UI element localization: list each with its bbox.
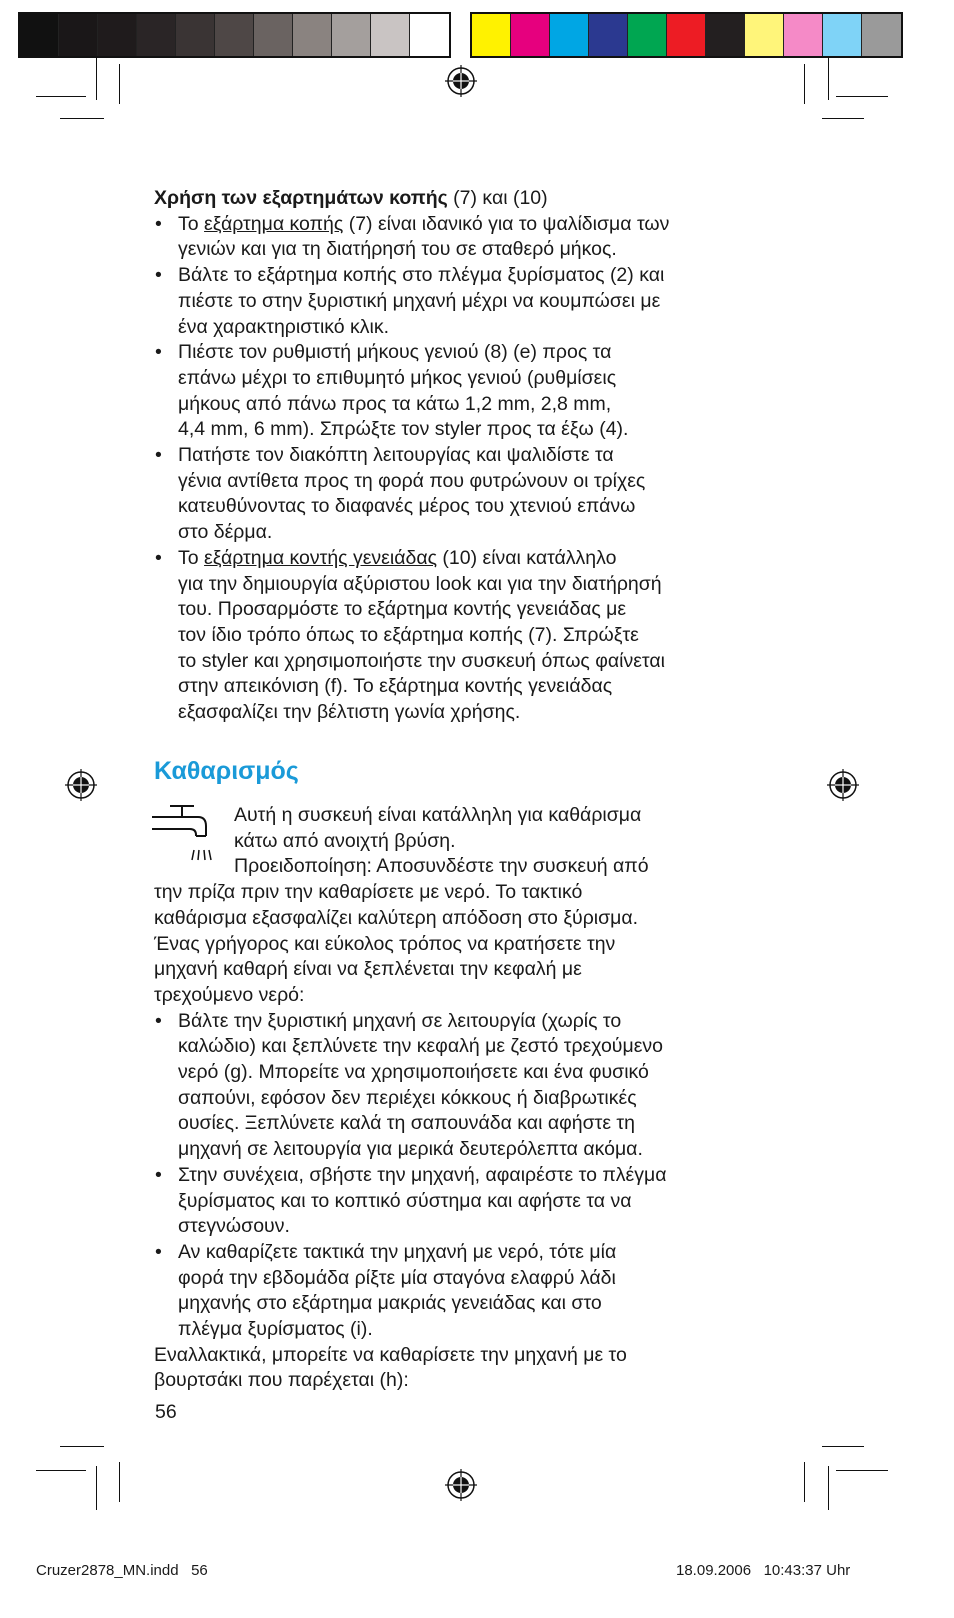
list-item-line: μηχανής στο εξάρτημα μακριάς γενειάδας και στο: [178, 1292, 602, 1315]
list-item-line: γένια αντίθετα προς τη φορά που φυτρώνουν οι τρίχες: [178, 469, 646, 492]
crop-mark: [804, 64, 805, 104]
list-item-line: εξασφαλίζει την βέλτιστη γωνία χρήσης.: [178, 701, 521, 724]
color-swatch: [862, 14, 901, 56]
list-item-line: στεγνώσουν.: [178, 1215, 290, 1238]
color-swatch: [628, 14, 667, 56]
list-item-line: στην απεικόνιση (f). Το εξάρτημα κοντής γενειάδας: [178, 675, 613, 698]
list-item: [154, 263, 794, 340]
list-item-line: τον ίδιο τρόπο όπως το εξάρτημα κοπής (7). Σπρώξτε: [178, 623, 639, 646]
underlined-term: εξάρτημα κοπής: [204, 212, 344, 235]
list-item-line: ένα χαρακτηριστικό κλικ.: [178, 315, 390, 338]
gray-swatch: [410, 14, 449, 56]
crop-mark: [836, 96, 888, 97]
list-item-line: • Βάλτε το εξάρτημα κοπής στο πλέγμα ξυρίσματος (2) και: [178, 264, 665, 287]
cleaning-intro-indented: [154, 803, 794, 880]
crop-mark: [96, 1466, 97, 1510]
color-swatch: [667, 14, 706, 56]
cmyk-color-bar: [470, 12, 903, 58]
crop-mark: [822, 1446, 864, 1447]
gray-swatch: [137, 14, 176, 56]
list-item-line: μηχανή σε λειτουργία για μερικά δευτερόλεπτα ακόμα.: [178, 1138, 643, 1161]
list-item: [154, 1163, 794, 1240]
list-item: [154, 1240, 794, 1343]
list-item: [154, 546, 794, 726]
gray-swatch: [293, 14, 332, 56]
text-line: Ένας γρήγορος και εύκολος τρόπος να κρατήσετε την: [154, 932, 616, 955]
text-line: Εναλλακτικά, μπορείτε να καθαρίσετε την μηχανή με το: [154, 1343, 627, 1366]
list-item-line: • Στην συνέχεια, σβήστε την μηχανή, αφαιρέστε το πλέγμα: [178, 1163, 667, 1186]
cutting-section: [154, 186, 794, 726]
crop-mark: [119, 1462, 120, 1502]
crop-mark: [96, 56, 97, 100]
crop-mark: [804, 1462, 805, 1502]
color-swatch: [706, 14, 745, 56]
gray-swatch: [254, 14, 293, 56]
heading-bold: Χρήση των εξαρτημάτων κοπής: [154, 187, 448, 209]
crop-mark: [60, 118, 104, 119]
list-item: [154, 212, 794, 263]
cleaning-list: [154, 1009, 794, 1343]
registration-mark-icon: [444, 64, 478, 98]
list-item-line: νερό (g). Μπορείτε να χρησιμοποιήσετε και ένα φυσικό: [178, 1061, 649, 1084]
color-swatch: [511, 14, 550, 56]
text-line: καθάρισμα εξασφαλίζει καλύτερη απόδοση στο ξύρισμα.: [154, 906, 639, 929]
page-number: 56: [155, 1401, 177, 1423]
crop-mark: [828, 1466, 829, 1510]
list-item-line: • Το εξάρτημα κοντής γενειάδας (10) είναι κατάλληλο: [178, 546, 617, 569]
crop-mark: [828, 56, 829, 100]
list-item-line: ουσίες. Ξεπλύνετε καλά τη σαπουνάδα και αφήστε τη: [178, 1112, 635, 1135]
text-line: τρεχούμενο νερό:: [154, 983, 305, 1006]
color-swatch: [745, 14, 784, 56]
list-item-line: επάνω μέχρι το επιθυμητό μήκος γενιού (ρυθμίσεις: [178, 366, 617, 389]
gray-swatch: [59, 14, 98, 56]
crop-mark: [836, 1470, 888, 1471]
registration-mark-icon: [444, 1468, 478, 1502]
gray-swatch: [332, 14, 371, 56]
list-item: [154, 1009, 794, 1163]
list-item-line: γενιών και για τη διατήρησή του σε σταθερό μήκος.: [178, 238, 617, 261]
cleaning-intro: [154, 880, 794, 1009]
color-swatch: [550, 14, 589, 56]
text-line: βουρτσάκι που παρέχεται (h):: [154, 1369, 409, 1392]
list-item-line: κατευθύνοντας το διαφανές μέρος του χτενιού επάνω: [178, 495, 636, 518]
list-item-line: σαπούνι, εφόσον δεν περιέχει κόκκους ή διαβρωτικές: [178, 1086, 637, 1109]
cleaning-section: [154, 803, 794, 1394]
list-item-line: ξυρίσματος και το κοπτικό σύστημα και αφήστε τα να: [178, 1189, 632, 1212]
list-item: [154, 340, 794, 443]
crop-mark: [822, 118, 864, 119]
list-item-line: • Πιέστε τον ρυθμιστή μήκους γενιού (8) (e) προς τα: [178, 341, 612, 364]
list-item-line: πλέγμα ξυρίσματος (i).: [178, 1318, 373, 1341]
text-line: μηχανή καθαρή είναι να ξεπλένεται την κεφαλή με: [154, 958, 582, 981]
list-item-line: καλώδιο) και ξεπλύνετε την κεφαλή με ζεστό τρεχούμενο: [178, 1035, 663, 1058]
list-item-line: 4,4 mm, 6 mm). Σπρώξτε τον styler προς τα έξω (4).: [178, 418, 629, 441]
registration-mark-icon: [826, 768, 860, 802]
gray-swatch: [176, 14, 215, 56]
color-swatch: [589, 14, 628, 56]
text-line: την πρίζα πριν την καθαρίσετε με νερό. Το τακτικό: [154, 881, 583, 904]
cleaning-outro: [154, 1343, 794, 1394]
registration-mark-icon: [64, 768, 98, 802]
crop-mark: [36, 1470, 86, 1471]
color-swatch: [784, 14, 823, 56]
list-item: [154, 443, 794, 546]
color-swatch: [472, 14, 511, 56]
slug-filename: Cruzer2878_MN.indd 56: [36, 1562, 208, 1579]
crop-mark: [36, 96, 86, 97]
crop-mark: [119, 64, 120, 104]
list-item-line: για την δημιουργία αξύριστου look και για την διατήρησή: [178, 572, 662, 595]
list-item-line: του. Προσαρμόστε το εξάρτημα κοντής γενειάδας με: [178, 598, 627, 621]
underlined-term: εξάρτημα κοντής γενειάδας: [204, 546, 437, 569]
list-item-line: πιέστε το στην ξυριστική μηχανή μέχρι να κουμπώσει με: [178, 289, 661, 312]
list-item-line: • Βάλτε την ξυριστική μηχανή σε λειτουργία (χωρίς το: [178, 1009, 622, 1032]
text-line: Αυτή η συσκευή είναι κατάλληλη για καθάρισμα: [234, 804, 642, 826]
gray-swatch: [20, 14, 59, 56]
slug-timestamp: 18.09.2006 10:43:37 Uhr: [676, 1562, 851, 1579]
text-line: Προειδοποίηση: Αποσυνδέστε την συσκευή από: [234, 855, 649, 878]
gray-swatch: [98, 14, 137, 56]
gray-swatch: [215, 14, 254, 56]
list-item-line: μήκους από πάνω προς τα κάτω 1,2 mm, 2,8 mm,: [178, 392, 612, 415]
gray-color-bar: [18, 12, 451, 58]
cleaning-title: Καθαρισμός: [154, 757, 299, 785]
list-item-line: • Αν καθαρίζετε τακτικά την μηχανή με νερό, τότε μία: [178, 1240, 617, 1263]
list-item-line: το styler και χρησιμοποιήστε την συσκευή όπως φαίνεται: [178, 649, 665, 672]
cutting-list: [154, 212, 794, 726]
list-item-line: • Το εξάρτημα κοπής (7) είναι ιδανικό για το ψαλίδισμα των: [178, 212, 670, 235]
list-item-line: στο δέρμα.: [178, 521, 273, 544]
text-line: κάτω από ανοιχτή βρύση.: [234, 829, 456, 852]
list-item-line: • Πατήστε τον διακόπτη λειτουργίας και ψαλιδίστε τα: [178, 444, 614, 467]
list-item-line: φορά την εβδομάδα ρίξτε μία σταγόνα ελαφρύ λάδι: [178, 1266, 616, 1289]
heading-rest: (7) και (10): [447, 187, 548, 209]
section-heading: [154, 186, 794, 212]
color-swatch: [823, 14, 862, 56]
crop-mark: [60, 1446, 104, 1447]
gray-swatch: [371, 14, 410, 56]
